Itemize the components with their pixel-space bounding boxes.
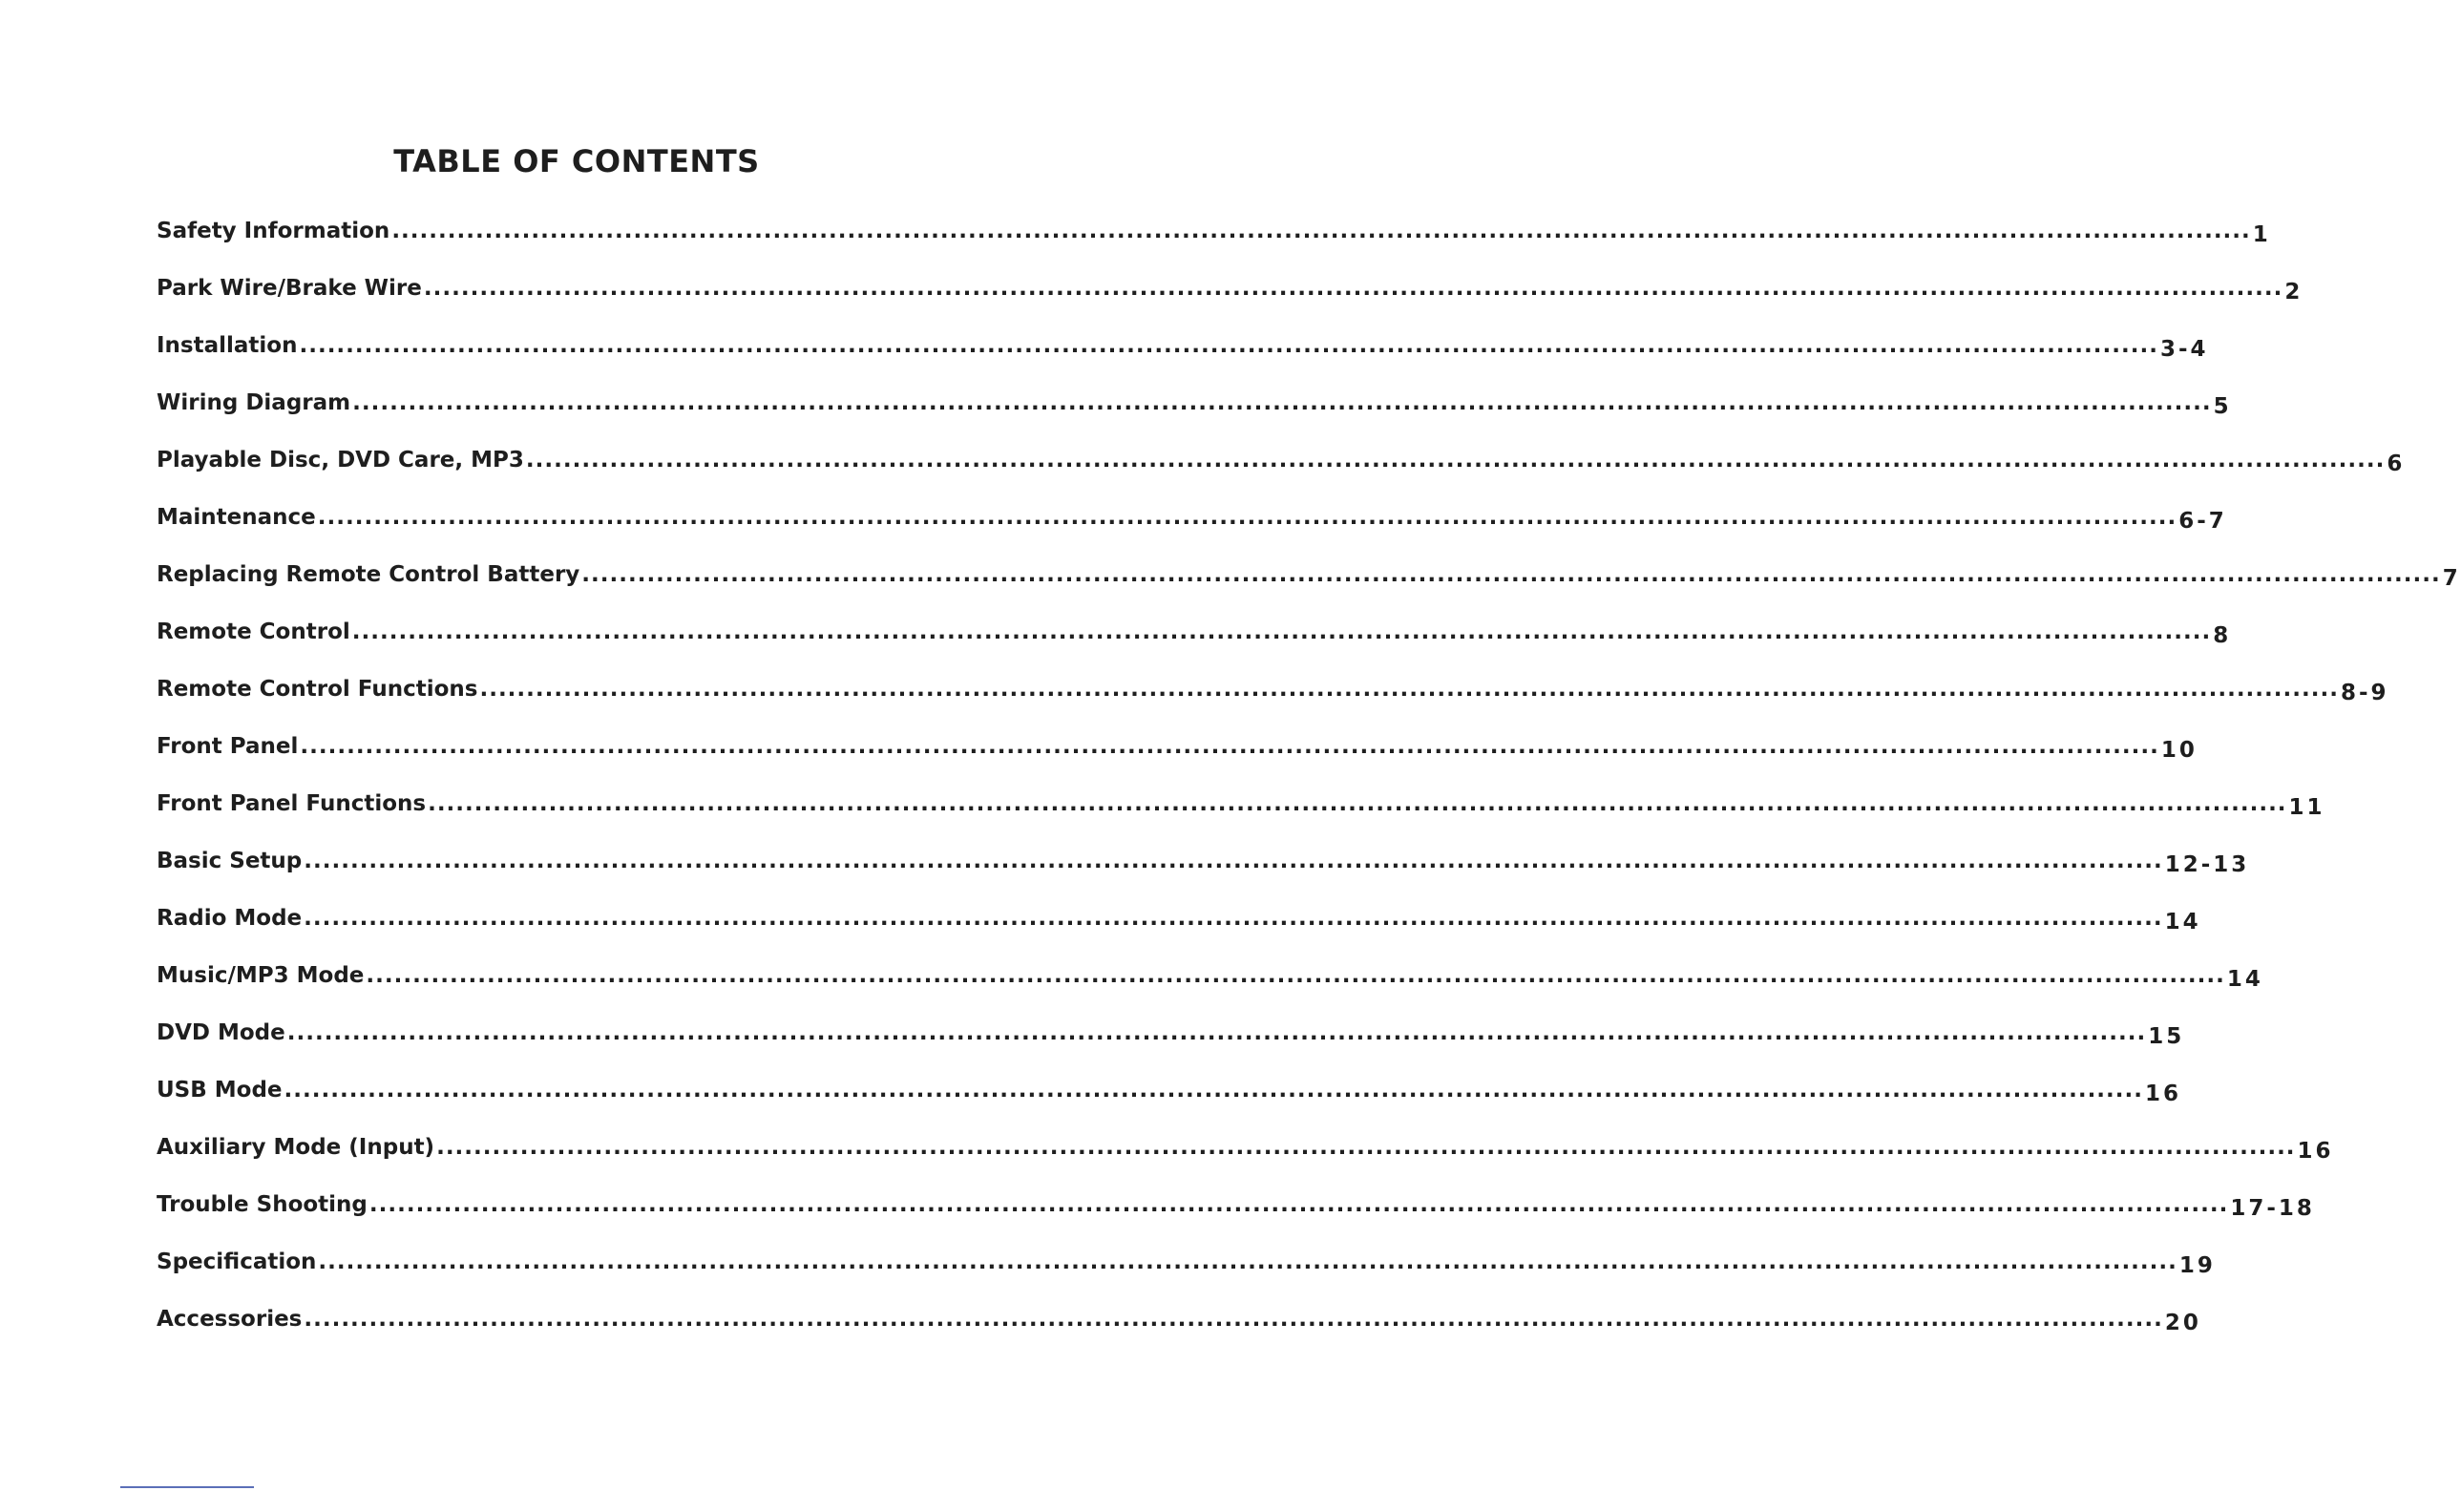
toc-entry-page: 5 — [2213, 394, 2232, 419]
toc-entry-page: 7 — [2442, 566, 2461, 591]
toc-entry-label: Front Panel — [157, 734, 299, 759]
toc-entry — [157, 1250, 2216, 1307]
dot-leader — [581, 562, 2440, 587]
dot-leader — [304, 906, 2162, 931]
dot-leader — [352, 390, 2211, 415]
toc-entry-label: Remote Control — [157, 620, 350, 644]
dot-leader — [352, 620, 2211, 644]
table-of-contents — [157, 219, 2461, 1364]
toc-entry-label: Installation — [157, 333, 298, 358]
dot-leader — [284, 1078, 2143, 1102]
dot-leader — [299, 333, 2157, 358]
dot-leader — [526, 448, 2385, 472]
toc-entry-label: Remote Control Functions — [157, 677, 478, 702]
dot-leader — [479, 677, 2338, 702]
toc-entry-page: 20 — [2164, 1311, 2201, 1335]
toc-entry-label: Accessories — [157, 1307, 303, 1332]
dot-leader — [318, 505, 2177, 530]
toc-entry-label: Trouble Shooting — [157, 1192, 368, 1217]
toc-entry-page: 12-13 — [2164, 852, 2250, 877]
toc-entry — [157, 1307, 2201, 1364]
toc-entry-page: 11 — [2288, 795, 2325, 820]
toc-entry-page: 8-9 — [2340, 681, 2389, 705]
toc-entry — [157, 791, 2325, 849]
dot-leader — [300, 734, 2158, 759]
toc-entry — [157, 390, 2232, 448]
toc-entry — [157, 448, 2406, 505]
toc-entry-page: 19 — [2178, 1253, 2216, 1278]
toc-entry-label: DVD Mode — [157, 1020, 285, 1045]
toc-entry — [157, 620, 2232, 677]
toc-entry — [157, 1135, 2334, 1192]
toc-entry — [157, 1192, 2315, 1250]
toc-entry-page: 8 — [2213, 623, 2232, 648]
toc-entry-label: Park Wire/Brake Wire — [157, 276, 422, 301]
dot-leader — [318, 1250, 2177, 1274]
toc-entry-label: Music/MP3 Mode — [157, 963, 365, 988]
dot-leader — [304, 1307, 2162, 1332]
toc-entry-label: Replacing Remote Control Battery — [157, 562, 580, 587]
toc-entry-label: Auxiliary Mode (Input) — [157, 1135, 435, 1160]
toc-entry-page: 16 — [2297, 1139, 2334, 1164]
dot-leader — [391, 219, 2250, 243]
toc-entry — [157, 333, 2209, 390]
toc-entry-label: USB Mode — [157, 1078, 283, 1102]
toc-entry — [157, 219, 2271, 276]
toc-entry-page: 15 — [2148, 1024, 2185, 1049]
toc-entry — [157, 1020, 2185, 1078]
dot-leader — [369, 1192, 2228, 1217]
dot-leader — [304, 849, 2162, 873]
toc-entry — [157, 505, 2227, 562]
toc-entry-page: 17-18 — [2230, 1196, 2315, 1221]
toc-entry-label: Front Panel Functions — [157, 791, 427, 816]
toc-entry-label: Wiring Diagram — [157, 390, 351, 415]
footer-rule — [120, 1486, 254, 1488]
toc-entry-page: 6 — [2387, 452, 2406, 476]
toc-entry — [157, 276, 2303, 333]
toc-entry-label: Maintenance — [157, 505, 316, 530]
toc-entry — [157, 963, 2263, 1020]
toc-entry-page: 14 — [2226, 967, 2263, 992]
dot-leader — [366, 963, 2224, 988]
dot-leader — [436, 1135, 2295, 1160]
toc-entry-page: 3-4 — [2159, 337, 2209, 362]
toc-entry-page: 6-7 — [2178, 509, 2227, 534]
toc-entry-page: 16 — [2145, 1082, 2182, 1106]
toc-entry — [157, 906, 2201, 963]
toc-entry — [157, 734, 2198, 791]
toc-entry-label: Safety Information — [157, 219, 390, 243]
toc-entry — [157, 849, 2250, 906]
dot-leader — [287, 1020, 2146, 1045]
toc-entry-page: 10 — [2160, 738, 2198, 763]
toc-entry-label: Playable Disc, DVD Care, MP3 — [157, 448, 524, 472]
dot-leader — [424, 276, 2282, 301]
toc-entry-label: Specification — [157, 1250, 317, 1274]
page-title: TABLE OF CONTENTS — [393, 143, 760, 179]
toc-entry-label: Radio Mode — [157, 906, 303, 931]
toc-entry — [157, 677, 2389, 734]
toc-entry-label: Basic Setup — [157, 849, 303, 873]
toc-entry-page: 1 — [2252, 222, 2271, 247]
toc-entry — [157, 562, 2461, 620]
dot-leader — [428, 791, 2286, 816]
toc-entry-page: 14 — [2164, 910, 2201, 934]
toc-entry-page: 2 — [2284, 280, 2303, 304]
toc-entry — [157, 1078, 2182, 1135]
